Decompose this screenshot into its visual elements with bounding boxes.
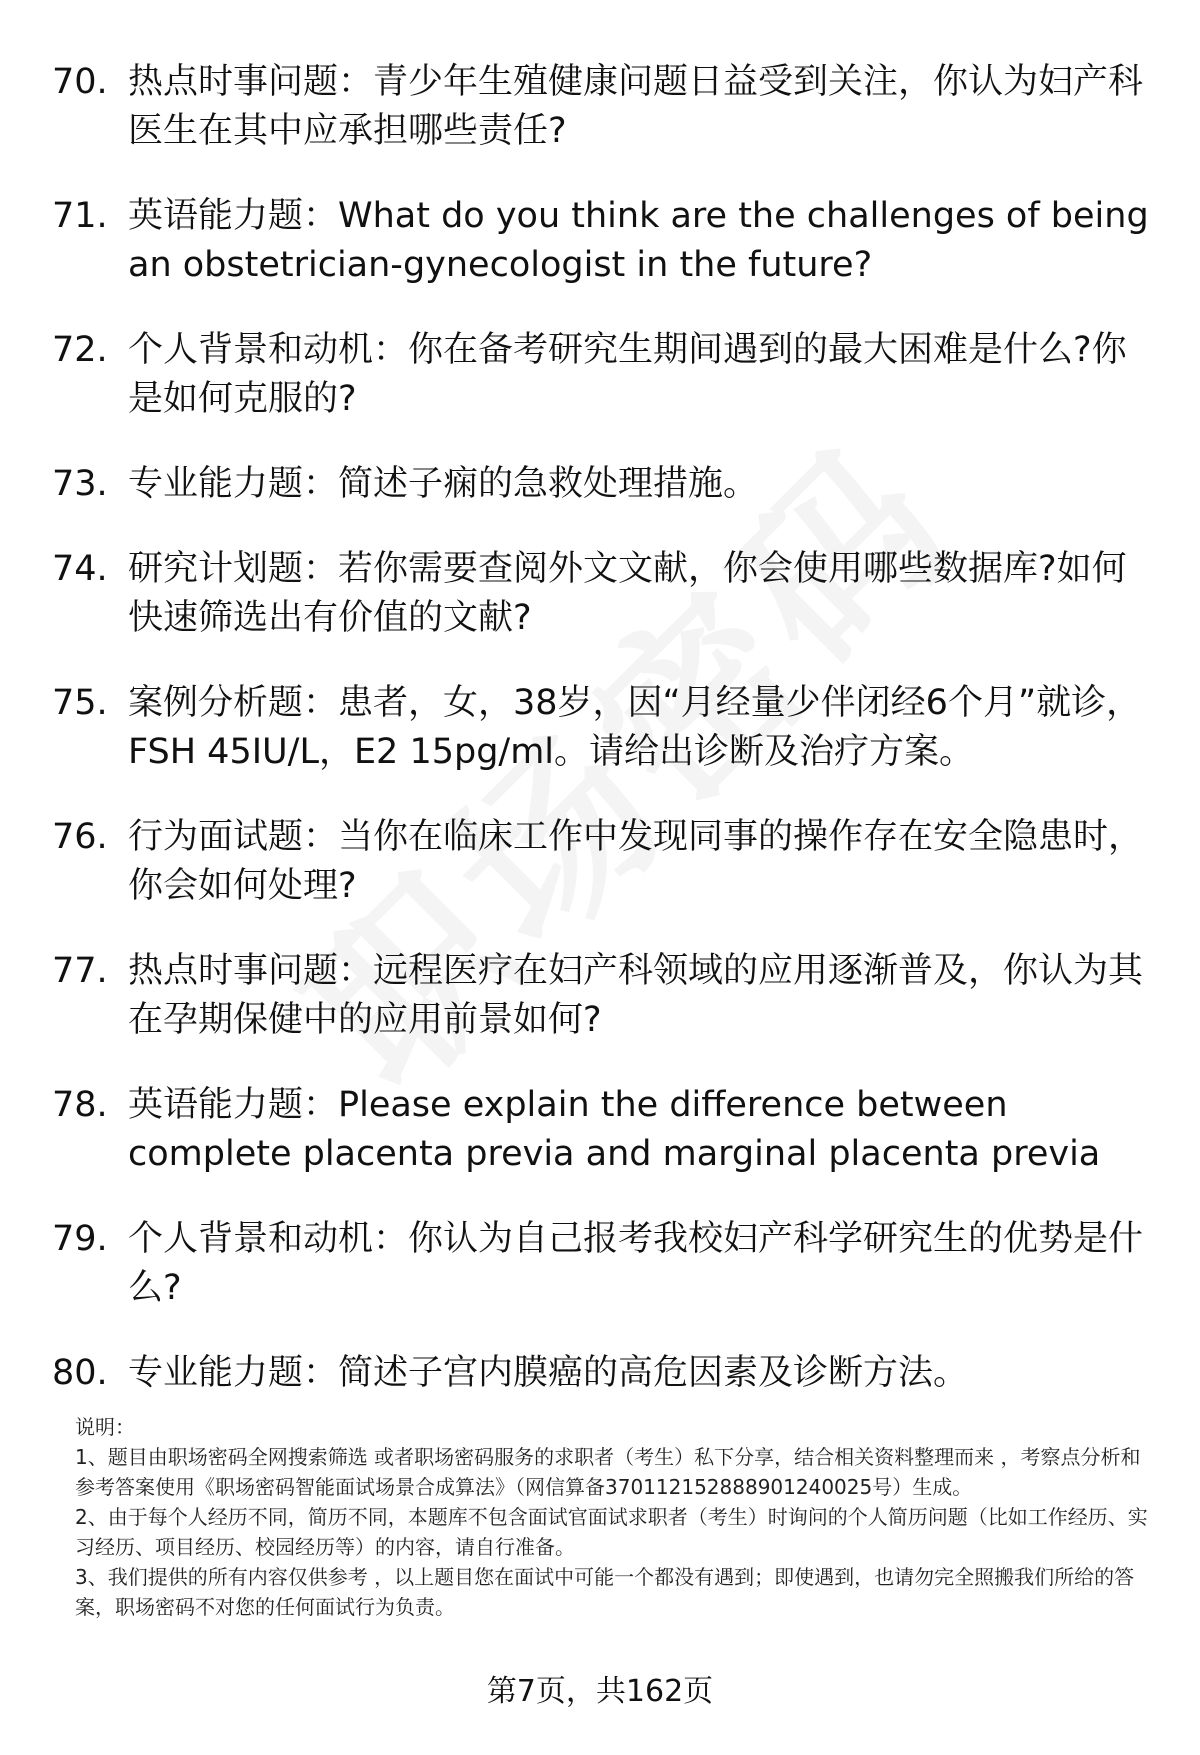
question-number: 70. — [52, 62, 108, 102]
question-number: 77. — [52, 951, 108, 991]
notes-heading: 说明： — [75, 1415, 135, 1439]
notes-item: 3、我们提供的所有内容仅供参考 ，以上题目您在面试中可能一个都没有遇到；即使遇到，也请勿完全照搬我们所给的答案，职场密码不对您的任何面试行为负责。 — [75, 1565, 1135, 1619]
question-text: 专业能力题：简述子痫的急救处理措施。 — [128, 464, 759, 504]
question-text: 英语能力题：What do you think are the challenges of being an obstetrician-gynecologist in the future? — [128, 196, 1149, 285]
notes-section — [75, 1412, 1153, 1622]
question-text: 英语能力题：Please explain the difference between complete placenta previa and marginal placenta previa — [128, 1085, 1101, 1174]
question-number: 76. — [52, 817, 108, 857]
notes-item: 1、题目由职场密码全网搜索筛选 或者职场密码服务的求职者（考生）私下分享，结合相关资料整理而来 ，考察点分析和参考答案使用《职场密码智能面试场景合成算法》（网信算备370112152888901240025号）生成。 — [75, 1445, 1141, 1499]
question-item — [52, 326, 1152, 424]
question-text: 热点时事问题：青少年生殖健康问题日益受到关注，你认为妇产科医生在其中应承担哪些责任? — [128, 62, 1144, 151]
question-item — [52, 58, 1152, 156]
question-text: 个人背景和动机：你在备考研究生期间遇到的最大困难是什么?你是如何克服的? — [128, 330, 1127, 419]
question-text: 行为面试题：当你在临床工作中发现同事的操作存在安全隐患时，你会如何处理? — [128, 817, 1144, 906]
question-item — [52, 192, 1152, 290]
question-text: 研究计划题：若你需要查阅外文文献，你会使用哪些数据库?如何快速筛选出有价值的文献? — [128, 549, 1127, 638]
question-text: 专业能力题：简述子宫内膜癌的高危因素及诊断方法。 — [128, 1353, 969, 1393]
question-item — [52, 460, 1152, 509]
notes-item: 2、由于每个人经历不同，简历不同，本题库不包含面试官面试求职者（考生）时询问的个人简历问题（比如工作经历、实习经历、项目经历、校园经历等）的内容，请自行准备。 — [75, 1505, 1148, 1559]
page-footer — [0, 1672, 1200, 1712]
question-text: 热点时事问题：远程医疗在妇产科领域的应用逐渐普及，你认为其在孕期保健中的应用前景如何? — [128, 951, 1144, 1040]
question-number: 80. — [52, 1353, 108, 1393]
question-item — [52, 813, 1152, 911]
question-item — [52, 1215, 1152, 1313]
question-number: 73. — [52, 464, 108, 504]
question-item — [52, 545, 1152, 643]
question-text: 案例分析题：患者，女，38岁，因“月经量少伴闭经6个月”就诊，FSH 45IU/L，E2 15pg/ml。请给出诊断及治疗方案。 — [128, 683, 1142, 772]
question-item — [52, 1081, 1152, 1179]
question-number: 78. — [52, 1085, 108, 1125]
question-number: 74. — [52, 549, 108, 589]
question-number: 75. — [52, 683, 108, 723]
question-number: 72. — [52, 330, 108, 370]
question-list — [52, 58, 1152, 1434]
question-item — [52, 679, 1152, 777]
question-item — [52, 947, 1152, 1045]
page-number: 第7页，共162页 — [486, 1674, 714, 1709]
question-item — [52, 1349, 1152, 1398]
question-number: 79. — [52, 1219, 108, 1259]
question-text: 个人背景和动机：你认为自己报考我校妇产科学研究生的优势是什么? — [128, 1219, 1144, 1308]
question-number: 71. — [52, 196, 108, 236]
